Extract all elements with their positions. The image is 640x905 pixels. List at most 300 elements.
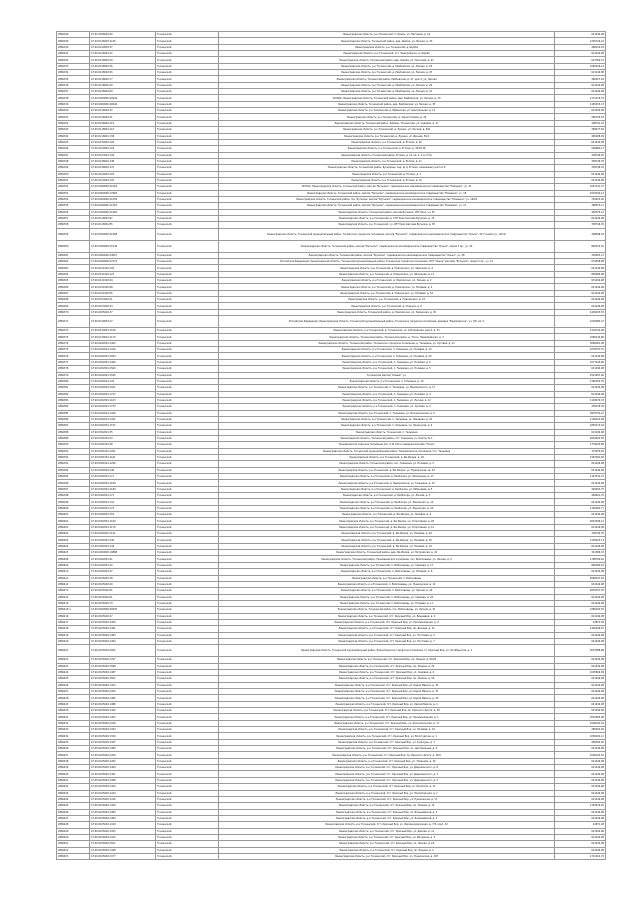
row-number: 2860440 — [57, 771, 90, 777]
district-cell: Тосненский — [156, 676, 219, 682]
value-cell: 2278747,70 — [555, 347, 606, 353]
address-cell: Ленинградская область, р-н Тосненский, п. Войсковицы, ул. Садовая, д. 17 — [219, 562, 555, 568]
district-cell: Тосненский — [156, 765, 219, 771]
address-cell: Ленинградская область, р-н Тосненский, п. Войсковицы, ул. Лесная, д. 22 — [219, 588, 555, 594]
row-number: 2860364 — [57, 271, 90, 277]
district-cell: Тосненский — [156, 550, 219, 556]
row-number: 2860387 — [57, 423, 90, 429]
cadastral-number: 47:26:0419003:37 — [90, 44, 156, 50]
row-number: 2860390 — [57, 442, 90, 448]
cadastral-number: 47:26:0105002:1380 — [90, 746, 156, 752]
row-number: 2860385 — [57, 410, 90, 416]
value-cell: 289304,40 — [555, 739, 606, 745]
address-cell: Ленинградская область, Тосненский муниципальный район, Тосненское городское поселение, массив "Бутылки", садоводческое некоммерческое товарищество "Ольха", ЗУ 3 (земли уч. 10/11) — [219, 228, 555, 240]
row-number: 2860408 — [57, 556, 90, 562]
value-cell: 7382352,35 — [555, 378, 606, 384]
row-number: 2860351 — [57, 177, 90, 183]
district-cell: Тосненский — [156, 340, 219, 346]
cadastral-number: 47:26:0000000:11060 — [90, 209, 156, 215]
registry-sheet — [56, 31, 604, 860]
row-number: 2860402 — [57, 518, 90, 524]
address-cell: Ленинградская область, р-н Тосненский, д. Новолисино, ул. Полевая, д. 53 — [219, 290, 555, 296]
address-cell: Ленинградская область, р-н Тосненский, д. Рамбовская, ул. Лесная, д. 25 — [219, 70, 555, 76]
district-cell: Тосненский — [156, 815, 219, 821]
row-number: 2860412 — [57, 581, 90, 587]
cadastral-number: 47:26:0202001:1733 — [90, 404, 156, 410]
cadastral-number: 47:26:0000000:20946 — [90, 101, 156, 107]
district-cell: Тосненский — [156, 486, 219, 492]
district-cell: Тосненский — [156, 822, 219, 828]
district-cell: Тосненский — [156, 51, 219, 57]
address-cell: Ленинградская область, Тосненский район, пос. Бутылки, массив "Бутылки", садоводческое некоммерческое товарищество "Ромашка", уч. 16/18 — [219, 196, 555, 202]
cadastral-number: 47:26:0105002:1444 — [90, 784, 156, 790]
value-cell: 1067141,70 — [555, 184, 606, 190]
value-cell: 1859713,94 — [555, 423, 606, 429]
district-cell: Тосненский — [156, 847, 219, 853]
address-cell: Ленинградская область, Тосненский район, массив "Бутылки", садоводческое некоммерческое товарищество "Ромашка", уч. 17 — [219, 203, 555, 209]
value-cell: 621449,98 — [555, 613, 606, 619]
address-cell: Ленинградская область, Тосненский район, пгт. Тельмана, уч. Корпус № 1 — [219, 435, 555, 441]
cadastral-number: 47:26:0205002:37 — [90, 309, 156, 315]
cadastral-number: 47:26:0128002:77 — [90, 76, 156, 82]
value-cell: 621449,98 — [555, 543, 606, 549]
district-cell: Тосненский — [156, 303, 219, 309]
district-cell: Тосненский — [156, 196, 219, 202]
row-number: 2860445 — [57, 803, 90, 809]
district-cell: Тосненский — [156, 290, 219, 296]
cadastral-number: 47:26:0128002:60 — [90, 89, 156, 95]
value-cell: 621449,98 — [555, 366, 606, 372]
district-cell: Тосненский — [156, 190, 219, 196]
value-cell: 621449,98 — [555, 701, 606, 707]
cadastral-number: 47:26:0000000:11056 — [90, 196, 156, 202]
value-cell: 426453,75 — [555, 486, 606, 492]
value-cell: 1006104,52 — [555, 720, 606, 726]
address-cell: Ленинградская область, р-н Тосненский, пгт. Красный Бор, ул. Большевиков, д. 5 — [219, 809, 555, 815]
district-cell: Тосненский — [156, 63, 219, 69]
value-cell: 3654036,12 — [555, 518, 606, 524]
district-cell: Тосненский — [156, 752, 219, 758]
address-cell: Ленинградская область, р-н Тосненский, д. Федоровское, ул. Тельмана, д. 15 — [219, 480, 555, 486]
table-row — [57, 645, 606, 657]
row-number: 2860429 — [57, 701, 90, 707]
district-cell: Тосненский — [156, 278, 219, 284]
cadastral-number: 47:26:0219002:124 — [90, 146, 156, 152]
value-cell: 621449,98 — [555, 777, 606, 783]
row-number: 2860380 — [57, 378, 90, 384]
district-cell: Тосненский — [156, 82, 219, 88]
district-cell: Тосненский — [156, 165, 219, 171]
address-cell: Ленинградская область, р-н Тосненский, пгт. Красный Бор, ул. Пролетарская, д. 7 — [219, 790, 555, 796]
value-cell: 621449,98 — [555, 303, 606, 309]
district-cell: Тосненский — [156, 378, 219, 384]
row-number: 2860420 — [57, 638, 90, 644]
district-cell: Тосненский — [156, 120, 219, 126]
address-cell: Ленинградская область, р-н Тосненский, пгт. Красный Бор, ул. Карла Маркса, д. 45 — [219, 695, 555, 701]
district-cell: Тосненский — [156, 146, 219, 152]
district-cell: Тосненский — [156, 720, 219, 726]
value-cell: 621449,98 — [555, 171, 606, 177]
value-cell: 3054283,98 — [555, 714, 606, 720]
row-number: 2860442 — [57, 784, 90, 790]
row-number: 2860388 — [57, 429, 90, 435]
district-cell: Тосненский — [156, 423, 219, 429]
address-cell: Ленинградская область, р-н Тосненский, пгт. Красный Бор, пр. Ленина, д. 84/22 — [219, 657, 555, 663]
address-cell: Ленинградская область, р-н Тосненский, д. Ям-Ижора, ул. Пушкинская, кв. 23 — [219, 467, 555, 473]
district-cell: Тосненский — [156, 366, 219, 372]
row-number: 2860419 — [57, 632, 90, 638]
row-number: 2860422 — [57, 657, 90, 663]
value-cell: 621449,98 — [555, 108, 606, 114]
value-cell: 621449,98 — [555, 841, 606, 847]
cadastral-number: 47:26:0105002:47 — [90, 613, 156, 619]
row-number: 2860376 — [57, 353, 90, 359]
district-cell: Тосненский — [156, 448, 219, 454]
value-cell: 2187001,82 — [555, 454, 606, 460]
row-number: 2860363 — [57, 265, 90, 271]
value-cell: 3803754,12 — [555, 410, 606, 416]
district-cell: Тосненский — [156, 297, 219, 303]
district-cell: Тосненский — [156, 575, 219, 581]
row-number: 2860424 — [57, 669, 90, 675]
value-cell: 621449,98 — [555, 569, 606, 575]
row-number: 2860334 — [57, 70, 90, 76]
row-number: 2860448 — [57, 822, 90, 828]
cadastral-number: 47:29:0153001:136 — [90, 152, 156, 158]
address-cell: Ленинградская область, Тосненский район, массив Бутылки, СНТ Урал, уч. 35 — [219, 209, 555, 215]
row-number: 2860384 — [57, 404, 90, 410]
row-number: 2860407 — [57, 550, 90, 556]
row-number: 2860383 — [57, 397, 90, 403]
district-cell: Тосненский — [156, 435, 219, 441]
value-cell: 1029342,14 — [555, 190, 606, 196]
cadastral-number: 47:26:0202001:1400 — [90, 359, 156, 365]
row-number: 2860369 — [57, 303, 90, 309]
address-cell: 187024, Ленинградская область, Тосненский район, массив "Бутылки", садоводческое некоммерческое товарищество "Ромашка", уч. 21 — [219, 184, 555, 190]
row-number: 2860330 — [57, 44, 90, 50]
cadastral-number: 47:26:0219002:126 — [90, 139, 156, 145]
district-cell: Тосненский — [156, 499, 219, 505]
cadastral-number: 47:26:0118001:87 — [90, 215, 156, 221]
value-cell: 621449,98 — [555, 524, 606, 530]
value-cell: 621449,98 — [555, 139, 606, 145]
value-cell: 621449,98 — [555, 353, 606, 359]
address-cell: Ленинградская область, Тосненский муниципальный район, Красноборское городское поселение, гп. Красный Бор, ул. Октябрьская, д. 1 — [219, 645, 555, 657]
district-cell: Тосненский — [156, 796, 219, 802]
cadastral-number: 47:26:0302001:140 — [90, 537, 156, 543]
cadastral-number: 47:26:0105002:1409 — [90, 765, 156, 771]
row-number: 2860425 — [57, 676, 90, 682]
district-cell: Тосненский — [156, 108, 219, 114]
district-cell: Тосненский — [156, 359, 219, 365]
district-cell: Тосненский — [156, 739, 219, 745]
row-number: 2860433 — [57, 727, 90, 733]
address-cell: Ленинградская область, р-н Тосненский, пгт. Красный Бор, ул. Пушкинская, д. 187 — [219, 853, 555, 859]
district-cell: Тосненский — [156, 353, 219, 359]
address-cell: Ленинградская область, р-н Тосненский, пгт. Красный Бор, ул. Дзержинского, д. 8 — [219, 765, 555, 771]
value-cell: 621449,98 — [555, 480, 606, 486]
district-cell: Тосненский — [156, 397, 219, 403]
cadastral-number: 47:26:0130001:1170 — [90, 334, 156, 340]
cadastral-number: 47:26:0000000:24657 — [90, 252, 156, 258]
value-cell: 1390446,87 — [555, 626, 606, 632]
value-cell: 506864,17 — [555, 146, 606, 152]
cadastral-number: 47:26:0105002:1452 — [90, 758, 156, 764]
district-cell: Тосненский — [156, 619, 219, 625]
row-number: 2860335 — [57, 76, 90, 82]
row-number: 2860341 — [57, 114, 90, 120]
row-number: 2860347 — [57, 152, 90, 158]
value-cell: 621449,98 — [555, 682, 606, 688]
value-cell: 621449,98 — [555, 796, 606, 802]
cadastral-number: 47:26:0105002:1416 — [90, 796, 156, 802]
value-cell: 391386,33 — [555, 550, 606, 556]
value-cell: 621449,98 — [555, 790, 606, 796]
row-number: 2860410 — [57, 569, 90, 575]
cadastral-number: 47:26:0105002:1456 — [90, 619, 156, 625]
row-number: 2860434 — [57, 733, 90, 739]
cadastral-number: 47:26:0302001:1176 — [90, 524, 156, 530]
district-cell: Тосненский — [156, 638, 219, 644]
district-cell: Тосненский — [156, 543, 219, 549]
row-number: 2860391 — [57, 448, 90, 454]
address-cell: Ленинградская область, Тосненский район, дер. Шумба, ул. Песочная, д. 21 — [219, 57, 555, 63]
value-cell: 1772133,33 — [555, 95, 606, 101]
row-number: 2860405 — [57, 537, 90, 543]
cadastral-number: 47:26:0302001:1141 — [90, 531, 156, 537]
row-number: 2860441 — [57, 777, 90, 783]
district-cell: Тосненский — [156, 556, 219, 562]
district-cell: Тосненский — [156, 569, 219, 575]
row-number: 2860409 — [57, 562, 90, 568]
cadastral-number: 47:26:0301001:28 — [90, 442, 156, 448]
address-cell: Ленинградская область, р-н Тосненский, д. Бабинская, ул. Центральная, д. 11 — [219, 108, 555, 114]
address-cell: Ленинградская область, Тосненский район, д. Новолисино, ул. Заводская, д. 30 — [219, 309, 555, 315]
address-cell: Ленинградская область, р-н Тосненский, пгт. Красный Бор, ул. Пушкинская, д. 17 — [219, 796, 555, 802]
value-cell: 621449,98 — [555, 512, 606, 518]
row-number: 2860342 — [57, 120, 90, 126]
district-cell: Тосненский — [156, 203, 219, 209]
district-cell: Тосненский — [156, 184, 219, 190]
row-number: 2860331 — [57, 51, 90, 57]
row-number: 2860357 — [57, 215, 90, 221]
district-cell: Тосненский — [156, 171, 219, 177]
cadastral-number: 47:26:0302001:171 — [90, 474, 156, 480]
address-cell: Ленинградская область, Тосненский район, массив "Бутылки", садоводческое некоммерческое товарищество "Ромашка", уч. 18 — [219, 190, 555, 196]
district-cell: Тосненский — [156, 252, 219, 258]
cadastral-number: 47:26:0302001:171 — [90, 493, 156, 499]
district-cell: Тосненский — [156, 777, 219, 783]
row-number: 2860374 — [57, 340, 90, 346]
value-cell: 1195414,98 — [555, 416, 606, 422]
value-cell: 484621,70 — [555, 493, 606, 499]
address-cell: Ленинградская область, р-н Тосненский, уч. СНТ Урал массива Бутылки, д. 38 — [219, 222, 555, 228]
address-cell: Ленинградская область, р-н Тосненский, д. Тосненская, ул. Соболевская, дом 4, д. 31 — [219, 328, 555, 334]
row-number: 2860423 — [57, 663, 90, 669]
row-number: 2860417 — [57, 619, 90, 625]
address-cell: Ленинградская область, р-н Тосненский, д. Ям-Ижора, ул. Полевая, д. 35 — [219, 537, 555, 543]
district-cell: Тосненский — [156, 38, 219, 44]
row-number: 2860411 — [57, 575, 90, 581]
district-cell: Тосненский — [156, 480, 219, 486]
row-number: 2860358 — [57, 222, 90, 228]
cadastral-number: 47:26:0218001:148 — [90, 158, 156, 164]
cadastral-number: 47:26:0302001:131 — [90, 499, 156, 505]
value-cell: 1163479,45 — [555, 803, 606, 809]
value-cell: 44871,48 — [555, 822, 606, 828]
district-cell: Тосненский — [156, 70, 219, 76]
value-cell: 380927,18 — [555, 76, 606, 82]
cadastral-number: 47:26:0105002:1433 — [90, 828, 156, 834]
row-number: 2860371 — [57, 316, 90, 328]
row-number: 2860428 — [57, 695, 90, 701]
row-number: 2860355 — [57, 203, 90, 209]
cadastral-number: 47:26:0000000:20635 — [90, 607, 156, 613]
value-cell: 4499233,55 — [555, 309, 606, 315]
address-cell: Ленинградская область, р-н Тосненский, пгт. Красный Бор, ул. Лесная, д. 18 — [219, 841, 555, 847]
address-cell: Ленинградская область, р-н Тосненский, пгт. Красный Бор, ул. Культуры, д. 7 — [219, 739, 555, 745]
cadastral-number: 47:26:0302001:1041 — [90, 385, 156, 391]
district-cell: Тосненский — [156, 682, 219, 688]
address-cell: Ленинградская область, Тосненский район, пос. Войсковицы, ул. Лесная, д. 31 — [219, 607, 555, 613]
district-cell: Тосненский — [156, 505, 219, 511]
district-cell: Тосненский — [156, 663, 219, 669]
address-cell: Ленинградская область, р-н Тосненский, п. Тельмана, ул. Полевая, д. 50 — [219, 353, 555, 359]
district-cell: Тосненский — [156, 259, 219, 265]
address-cell: Ленинградская область, р-н Тосненский, пгт. Красный Бор, ул. Промышленная, д. 1 — [219, 714, 555, 720]
value-cell: 1077443,80 — [555, 359, 606, 365]
row-number: 2860399 — [57, 499, 90, 505]
cadastral-number: 47:26:0202001:1564 — [90, 366, 156, 372]
row-number: 2860350 — [57, 171, 90, 177]
cadastral-number: 47:26:0000000:21064 — [90, 184, 156, 190]
address-cell: Российская Федерация, Ленинградская область, Тосненский муниципальный район, Тосненское городское поселение, СНТ "Ольха" массива "Бутылки", линия 3 пр., уч. 14 — [219, 259, 555, 265]
district-cell: Тосненский — [156, 689, 219, 695]
value-cell: 621449,98 — [555, 499, 606, 505]
cadastral-number: 47:26:0128002:59 — [90, 82, 156, 88]
value-cell: 1167541,47 — [555, 474, 606, 480]
table-row — [57, 240, 606, 252]
address-cell: Ленинградская область, р-н Тосненский, д. Еглизи, д. 45/18 38 — [219, 146, 555, 152]
value-cell: 2668347,62 — [555, 575, 606, 581]
address-cell: Ленинградская область, р-н Тосненский, пгт. Красный Бор, ул. Карла Маркса, д. 4 — [219, 701, 555, 707]
cadastral-number: 47:26:0105002:1329 — [90, 720, 156, 726]
row-number: 2860352 — [57, 184, 90, 190]
district-cell: Тосненский — [156, 581, 219, 587]
value-cell: 621449,98 — [555, 600, 606, 606]
row-number: 2860377 — [57, 359, 90, 365]
address-cell: Ленинградская область, р-н Тосненский, д. Новолисино, ул. Школьная, д. 11 — [219, 271, 555, 277]
district-cell: Тосненский — [156, 790, 219, 796]
value-cell: 3680001,98 — [555, 340, 606, 346]
value-cell: 1768790,62 — [555, 556, 606, 562]
address-cell: Ленинградская область, р-н Тосненский, д. Новолисино, д. 23 — [219, 297, 555, 303]
district-cell: Тосненский — [156, 803, 219, 809]
cadastral-number: 47:26:0105002:1306 — [90, 689, 156, 695]
row-number: 2860436 — [57, 746, 90, 752]
value-cell: 621449,98 — [555, 70, 606, 76]
district-cell: Тосненский — [156, 613, 219, 619]
district-cell: Тосненский — [156, 695, 219, 701]
cadastral-number: 47:26:0302001:35 — [90, 429, 156, 435]
row-number: 2860418 — [57, 626, 90, 632]
address-cell: Ленинградская область, р-н Тосненский, д. Новолисино, ул. Полевая, д. 4 — [219, 284, 555, 290]
row-number: 2860414 — [57, 594, 90, 600]
row-number: 2860401 — [57, 512, 90, 518]
value-cell: 621449,98 — [555, 632, 606, 638]
value-cell: 289304,40 — [555, 727, 606, 733]
district-cell: Тосненский — [156, 228, 219, 240]
cadastral-number: 47:26:0000000:19888 — [90, 550, 156, 556]
address-cell: Ленинградская область, р-н Тосненский, д. Еглизи, д. 19 — [219, 177, 555, 183]
value-cell: 621449,98 — [555, 834, 606, 840]
address-cell: Ленинградская область, р-н Тосненский, п. Тельмана, ул. Полевая, д. 4 — [219, 391, 555, 397]
district-cell: Тосненский — [156, 127, 219, 133]
registry-table — [56, 31, 606, 860]
row-number: 2860413 — [57, 588, 90, 594]
cadastral-number: 47:26:0105002:1320 — [90, 733, 156, 739]
address-cell: Ленинградская область, р-н Тосненский, п. Войсковицы, ул. Полевая, д. 11 — [219, 600, 555, 606]
value-cell: 621449,98 — [555, 385, 606, 391]
cadastral-number: 47:26:0105002:1464 — [90, 638, 156, 644]
address-cell: 187000, Ленинградская область, Тосненский район, дер. Рамбовская, ул. Лесная, д. 33 — [219, 95, 555, 101]
value-cell: 621449,98 — [555, 89, 606, 95]
address-cell: Ленинградская область, Тосненский район, массив "Бутылки", садоводческое некоммерческое товарищество "Ольха", линия 3 пр., уч. 26 — [219, 240, 555, 252]
cadastral-number: 47:26:0105002:38 — [90, 575, 156, 581]
cadastral-number: 47:26:0105002:1498 — [90, 777, 156, 783]
address-cell: Ленинградская область, р-н Тосненский, пгт. Красный Бор, ул. Дачная, д. 11 — [219, 828, 555, 834]
cadastral-number: 47:26:0105002:1488 — [90, 701, 156, 707]
address-cell: Ленинградская область, р-н Тосненский, д. СНТ Урал массива Бутылки, д. 15 — [219, 215, 555, 221]
address-cell: Ленинградская область, р-н Тосненский, пгт. Красный Бор, пр. Ленина, д. 25 — [219, 663, 555, 669]
district-cell: Тосненский — [156, 89, 219, 95]
cadastral-number: 47:26:0105002:40 — [90, 581, 156, 587]
value-cell: 621449,98 — [555, 594, 606, 600]
address-cell: Ленинградская область, р-н Тосненский, пгт. Красный Бор, пр. Ленина, д. 2 — [219, 847, 555, 853]
district-cell: Тосненский — [156, 158, 219, 164]
cadastral-number: 47:26:0402001:47 — [90, 569, 156, 575]
value-cell: 1580134,80 — [555, 334, 606, 340]
row-number: 2860389 — [57, 435, 90, 441]
row-number: 2860362 — [57, 259, 90, 265]
cadastral-number: 47:26:0105002:70 — [90, 600, 156, 606]
value-cell: 621449,98 — [555, 771, 606, 777]
cadastral-number: 47:26:0219002:125 — [90, 177, 156, 183]
value-cell: 280725,54 — [555, 114, 606, 120]
value-cell: 621449,98 — [555, 32, 606, 38]
cadastral-number: 47:26:0202001:1004 — [90, 353, 156, 359]
cadastral-number: 47:26:0105002:1483 — [90, 809, 156, 815]
registry-rows — [57, 32, 606, 860]
address-cell: Ленинградская область, р-н Тосненский, пгт. Красный Бор, пр. Ленина, д. 15 — [219, 803, 555, 809]
cadastral-number: 47:26:0302001:1189 — [90, 486, 156, 492]
row-number: 2860443 — [57, 790, 90, 796]
district-cell: Тосненский — [156, 828, 219, 834]
row-number: 2860446 — [57, 809, 90, 815]
row-number: 2860438 — [57, 758, 90, 764]
row-number: 2860337 — [57, 89, 90, 95]
row-number: 2860451 — [57, 841, 90, 847]
cadastral-number: 47:26:0105002:1483 — [90, 632, 156, 638]
value-cell: 621449,98 — [555, 82, 606, 88]
cadastral-number: 47:26:0126001:37 — [90, 51, 156, 57]
row-number: 2860382 — [57, 391, 90, 397]
row-number: 2860416 — [57, 613, 90, 619]
value-cell: 338746,35 — [555, 165, 606, 171]
cadastral-number: 47:26:0128002:50 — [90, 57, 156, 63]
cadastral-number: 47:26:0128002:56 — [90, 70, 156, 76]
address-cell: Ленинградская область, р-н Тосненский, пгт. Красный Бор, ул. Дзержинского, д. 3 — [219, 771, 555, 777]
